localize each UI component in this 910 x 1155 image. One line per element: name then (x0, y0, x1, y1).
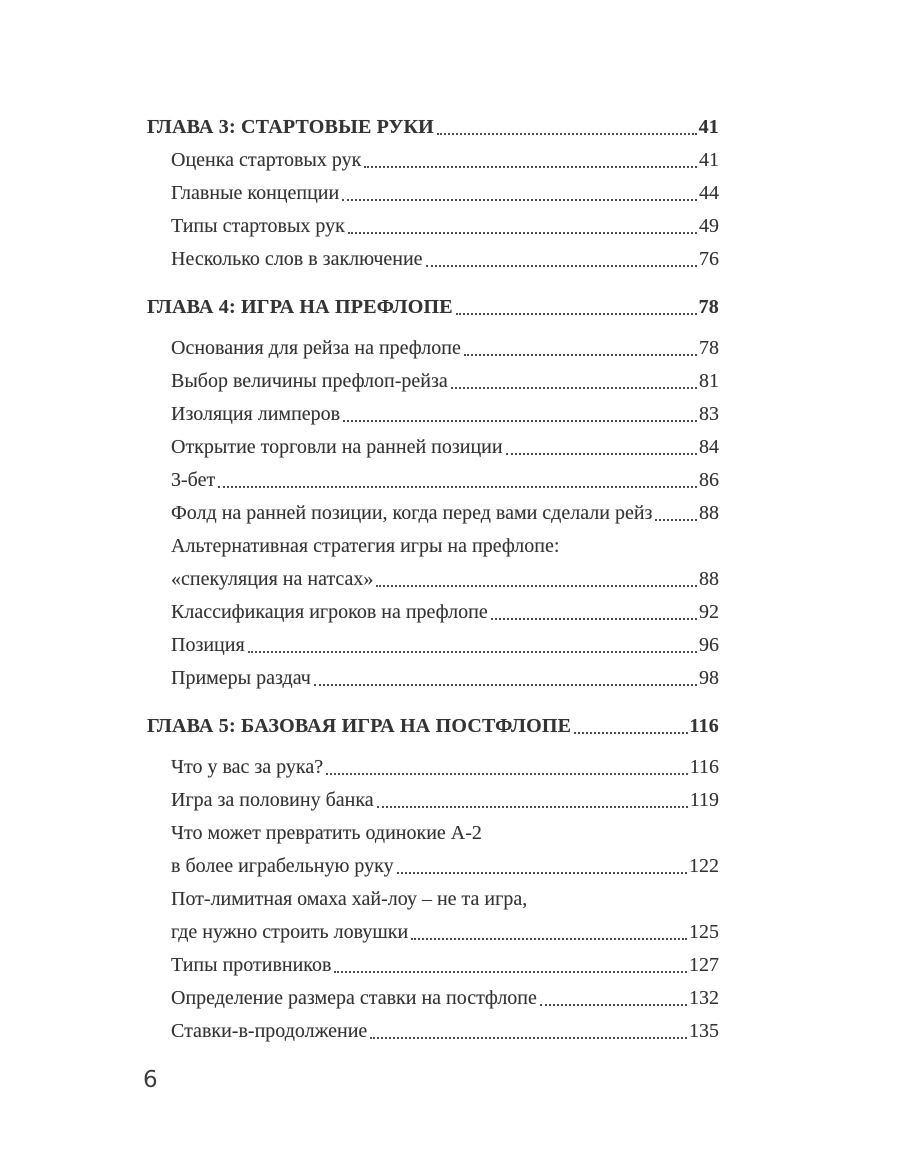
toc-entry-label: Пот-лимитная омаха хай-лоу – не та игра, (171, 888, 528, 910)
dot-leader (377, 806, 688, 808)
toc-page-number: 44 (699, 182, 719, 204)
dot-leader (451, 387, 697, 389)
toc-page-number: 88 (699, 502, 719, 524)
toc-chapter-title: ГЛАВА 5: БАЗОВАЯ ИГРА НА ПОСТФЛОПЕ (147, 715, 572, 737)
toc-entry-row (147, 596, 719, 629)
toc-entry-row (147, 916, 719, 949)
dot-leader (540, 1004, 687, 1006)
toc-page-number: 127 (689, 954, 719, 976)
toc-entry-row (147, 398, 719, 431)
dot-leader (314, 684, 697, 686)
toc-page-number: 81 (699, 370, 719, 392)
toc-entry-row (147, 662, 719, 695)
toc-entry-label: Что может превратить одинокие А-2 (171, 822, 482, 844)
dot-leader (326, 773, 688, 775)
toc-entry-row (147, 210, 719, 243)
toc-page-number: 116 (689, 756, 719, 778)
dot-leader (426, 265, 697, 267)
toc-page-number: 86 (699, 469, 719, 491)
toc-entry-label: Классификация игроков на префлопе (171, 601, 488, 623)
dot-leader (397, 872, 687, 874)
toc-entry-label: Типы стартовых рук (171, 215, 345, 237)
toc-entry-row (147, 883, 719, 916)
dot-leader (411, 938, 687, 940)
toc-page-number: 119 (689, 789, 719, 811)
toc-entry-row (147, 530, 719, 563)
toc-entry-row (147, 563, 719, 596)
toc-entry-row (147, 177, 719, 210)
toc-section (147, 710, 719, 1048)
toc-page-number: 88 (699, 568, 719, 590)
toc-entry-row (147, 817, 719, 850)
toc-entry-label: Основания для рейза на префлопе (171, 337, 461, 359)
toc-entry-label: Примеры раздач (171, 667, 311, 689)
toc-page-number: 98 (699, 667, 719, 689)
dot-leader (248, 651, 697, 653)
toc-page-number: 76 (699, 248, 719, 270)
dot-leader (574, 732, 687, 734)
toc-entry-label: Несколько слов в заключение (171, 248, 423, 270)
toc-entry-label: Изоляция лимперов (171, 403, 341, 425)
toc-page-number: 83 (699, 403, 719, 425)
toc-entry-label: Ставки-в-продолжение (171, 1020, 368, 1042)
toc-entry-row (147, 629, 719, 662)
toc-page-number: 84 (699, 436, 719, 458)
toc-chapter-row (147, 710, 719, 743)
toc-page-number: 135 (689, 1020, 719, 1042)
dot-leader (218, 486, 697, 488)
toc-entry-row (147, 850, 719, 883)
toc-entry-row (147, 144, 719, 177)
toc-entry-row (147, 497, 719, 530)
toc-entry-row (147, 751, 719, 784)
dot-leader (376, 585, 697, 587)
toc-entry-row (147, 243, 719, 276)
toc-entry-label: Игра за половину банка (171, 789, 374, 811)
toc-chapter-title: ГЛАВА 4: ИГРА НА ПРЕФЛОПЕ (147, 296, 453, 318)
toc-page-number: 92 (699, 601, 719, 623)
toc-chapter-row (147, 291, 719, 324)
toc-chapter-title: ГЛАВА 3: СТАРТОВЫЕ РУКИ (147, 116, 434, 138)
toc-entry-row (147, 784, 719, 817)
toc-page-number: 41 (699, 149, 719, 171)
toc-entry-label: «спекуляция на натсах» (171, 568, 374, 590)
toc-entry-label: где нужно строить ловушки (171, 921, 409, 943)
toc-entry-label: Главные концепции (171, 182, 340, 204)
toc-entry-label: Выбор величины префлоп-рейза (171, 370, 448, 392)
toc-entry-label: Альтернативная стратегия игры на префлопе: (171, 535, 560, 557)
toc-entry-label: Фолд на ранней позиции, когда перед вами сделали рейз (171, 502, 653, 524)
dot-leader (655, 519, 697, 521)
toc-entry-label: 3-бет (171, 469, 216, 491)
toc-page-number: 122 (689, 855, 719, 877)
footer-page-number: 6 (143, 1067, 158, 1093)
dot-leader (343, 420, 697, 422)
dot-leader (464, 354, 697, 356)
toc-entry-label: Определение размера ставки на постфлопе (171, 987, 537, 1009)
toc-entry-row (147, 464, 719, 497)
dot-leader (491, 618, 697, 620)
dot-leader (342, 199, 697, 201)
toc-entry-row (147, 332, 719, 365)
toc-entry-label: в более играбельную руку (171, 855, 394, 877)
toc-entry-row (147, 949, 719, 982)
toc-page-number: 78 (699, 337, 719, 359)
dot-leader (334, 971, 687, 973)
toc-entry-row (147, 1015, 719, 1048)
dot-leader (437, 133, 697, 135)
toc-section (147, 111, 719, 276)
toc-entry-row (147, 431, 719, 464)
toc-chapter-page-number: 41 (698, 116, 719, 138)
toc-section (147, 291, 719, 695)
table-of-contents (147, 111, 719, 1048)
dot-leader (348, 232, 697, 234)
toc-chapter-row (147, 111, 719, 144)
toc-entry-row (147, 982, 719, 1015)
toc-entry-label: Позиция (171, 634, 245, 656)
dot-leader (364, 166, 697, 168)
toc-entry-label: Оценка стартовых рук (171, 149, 362, 171)
toc-chapter-page-number: 116 (689, 715, 719, 737)
toc-page-number: 96 (699, 634, 719, 656)
toc-entry-label: Что у вас за рука? (171, 756, 324, 778)
toc-page-number: 132 (689, 987, 719, 1009)
toc-page-number: 125 (689, 921, 719, 943)
dot-leader (370, 1037, 687, 1039)
toc-entry-row (147, 365, 719, 398)
toc-page-number: 49 (699, 215, 719, 237)
dot-leader (456, 313, 697, 315)
toc-chapter-page-number: 78 (698, 296, 719, 318)
toc-entry-label: Открытие торговли на ранней позиции (171, 436, 503, 458)
dot-leader (506, 453, 697, 455)
toc-entry-label: Типы противников (171, 954, 332, 976)
